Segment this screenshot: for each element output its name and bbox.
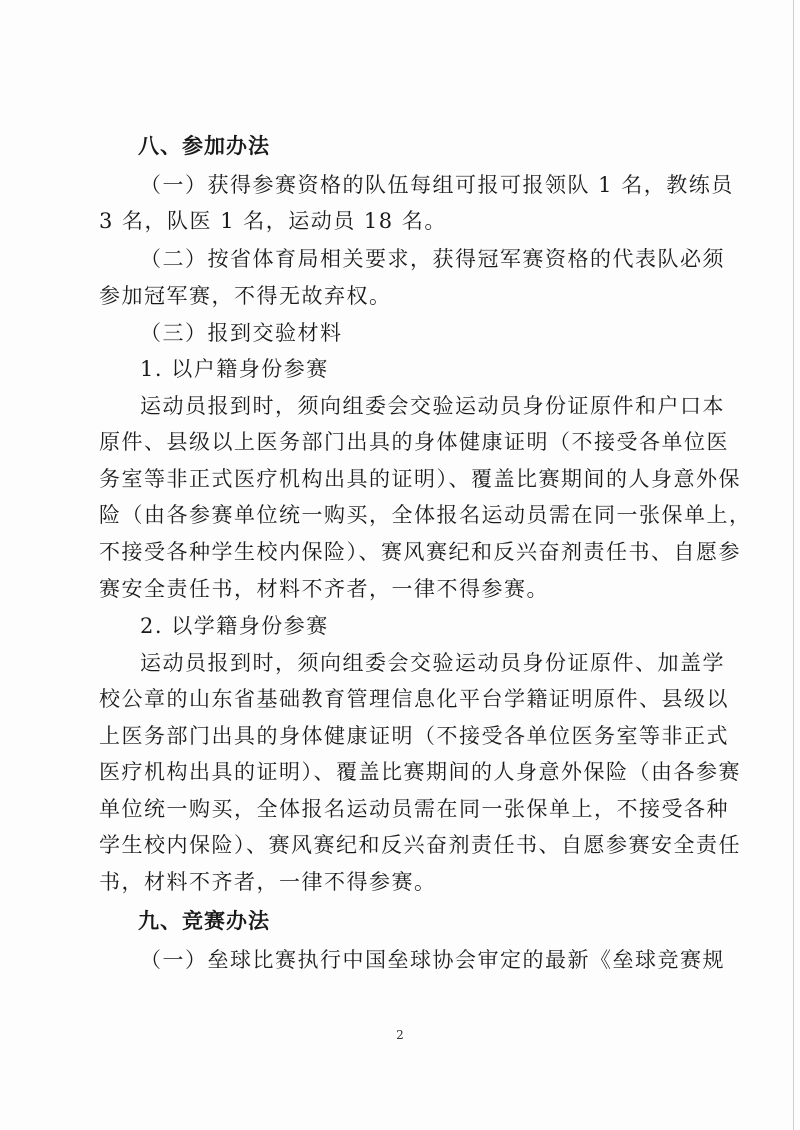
scan-edge xyxy=(793,0,794,1130)
item2-line2: 校公章的山东省基础教育管理信息化平台学籍证明原件、县级以 xyxy=(99,687,729,711)
item1-title: 1. 以户籍身份参赛 xyxy=(140,357,329,381)
s8-p1-line1: （一）获得参赛资格的队伍每组可报可报领队 1 名，教练员 xyxy=(140,173,734,197)
item1-line2: 原件、县级以上医务部门出具的身体健康证明（不接受各单位医 xyxy=(99,430,729,454)
item2-line4: 医疗机构出具的证明）、覆盖比赛期间的人身意外保险（由各参赛 xyxy=(99,760,741,784)
item2-line7: 书，材料不齐者，一律不得参赛。 xyxy=(99,870,437,894)
item1-line3: 务室等非正式医疗机构出具的证明）、覆盖比赛期间的人身意外保 xyxy=(99,467,741,491)
item1-line4: 险（由各参赛单位统一购买，全体报名运动员需在同一张保单上， xyxy=(99,503,752,527)
section9-title: 九、竞赛办法 xyxy=(138,909,270,933)
s8-p2-line1: （二）按省体育局相关要求，获得冠军赛资格的代表队必须 xyxy=(140,247,725,271)
s8-p2-line2: 参加冠军赛，不得无故弃权。 xyxy=(99,284,392,308)
item1-line6: 赛安全责任书，材料不齐者，一律不得参赛。 xyxy=(99,577,549,601)
section8-title: 八、参加办法 xyxy=(138,134,270,158)
item2-line5: 单位统一购买，全体报名运动员需在同一张保单上，不接受各种 xyxy=(99,797,729,821)
item2-line6: 学生校内保险）、赛风赛纪和反兴奋剂责任书、自愿参赛安全责任 xyxy=(99,833,741,857)
s8-p1-line2: 3 名，队医 1 名，运动员 18 名。 xyxy=(99,209,447,233)
s8-p3-title: （三）报到交验材料 xyxy=(140,321,343,345)
item1-line1: 运动员报到时，须向组委会交验运动员身份证原件和户口本 xyxy=(140,394,725,418)
item2-line1: 运动员报到时，须向组委会交验运动员身份证原件、加盖学 xyxy=(140,651,725,675)
item2-line3: 上医务部门出具的身体健康证明（不接受各单位医务室等非正式 xyxy=(99,724,729,748)
item2-title: 2. 以学籍身份参赛 xyxy=(140,614,329,638)
s9-p1-line1: （一）垒球比赛执行中国垒球协会审定的最新《垒球竞赛规 xyxy=(140,948,725,972)
item1-line5: 不接受各种学生校内保险）、赛风赛纪和反兴奋剂责任书、自愿参 xyxy=(99,540,741,564)
page-number: 2 xyxy=(396,1028,404,1042)
